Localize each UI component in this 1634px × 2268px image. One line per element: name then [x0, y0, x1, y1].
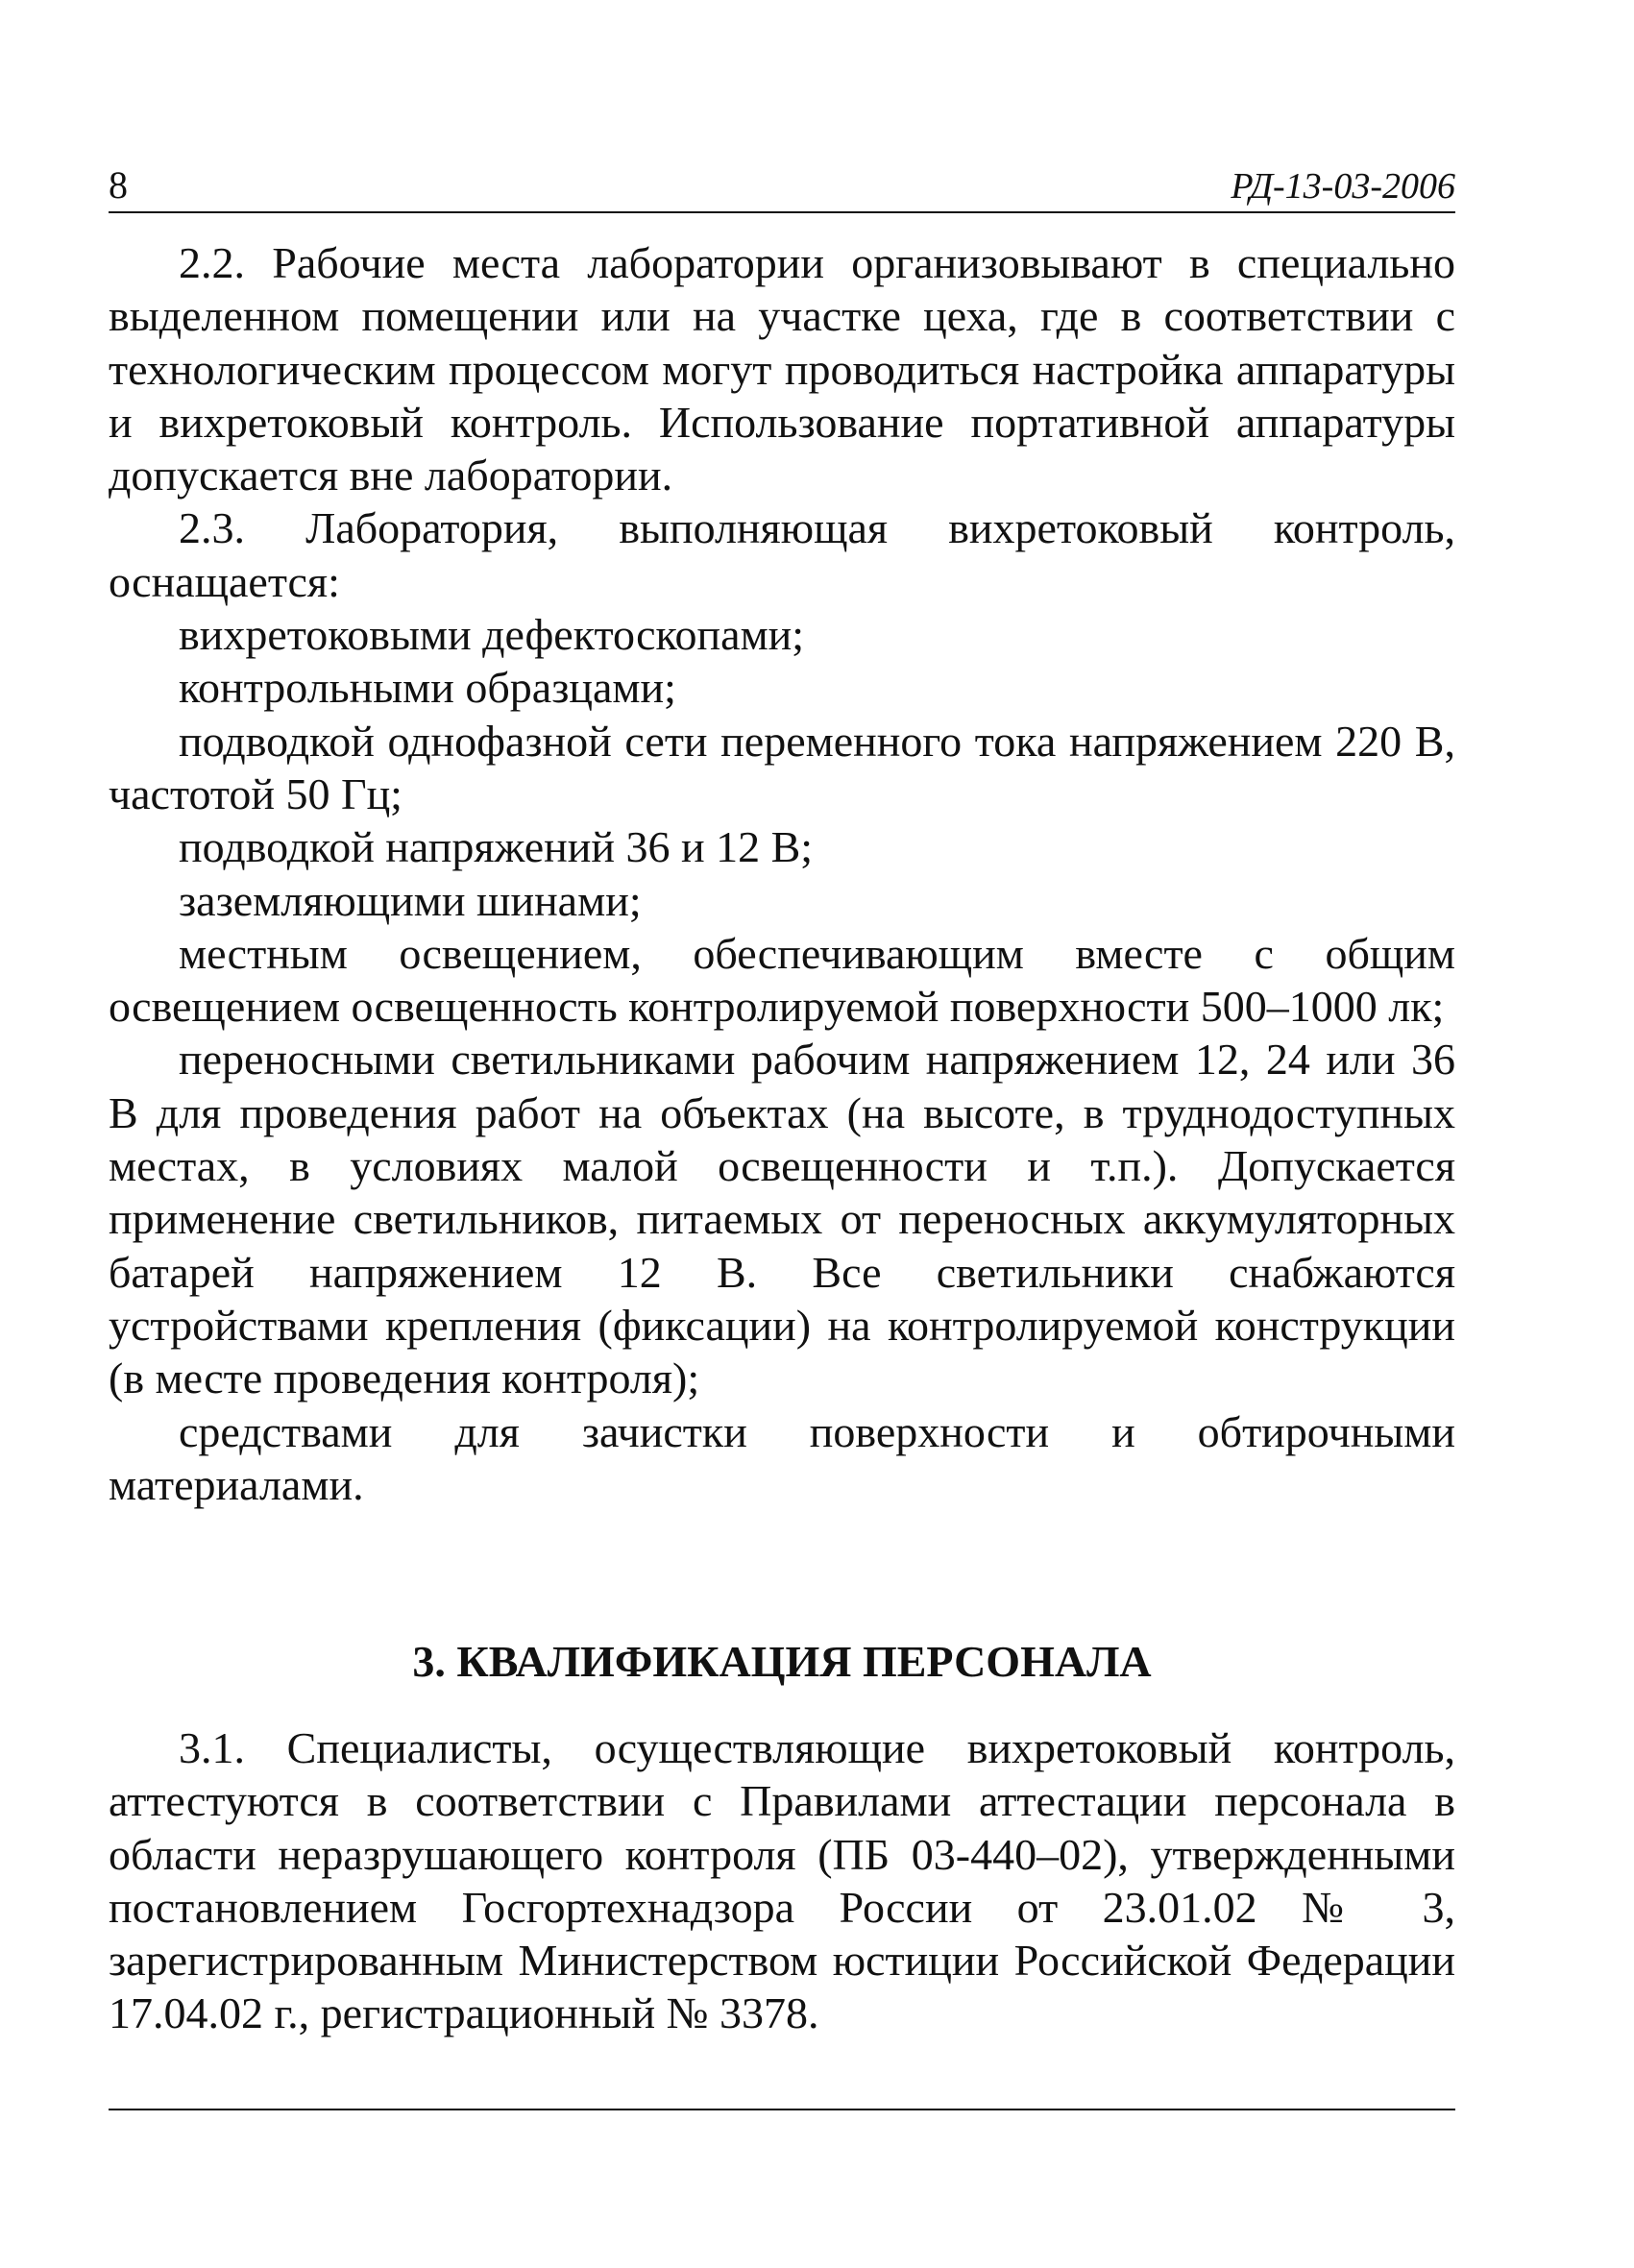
equipment-item: контрольными образцами;	[179, 663, 676, 713]
section-2-body	[109, 236, 1455, 1511]
section-3-body	[109, 1721, 1455, 2040]
paragraph-3-1: 3.1. Специалисты, осуществляющие вихретоковый контроль, аттестуются в соответствии с Правилами аттестации персонала в области неразрушающего контроля (ПБ 03-440–02), утвержденными постановлением Госгортехнадзора России от 23.01.02 № 3, зарегистрированным Министерством юстиции Российской Федерации 17.04.02 г., регистрационный № 3378.	[109, 1723, 1455, 2038]
paragraph-2-2: 2.2. Рабочие места лаборатории организовывают в специально выделенном помещении или на участке цеха, где в соответствии с технологическим процессом могут проводиться настройка аппаратуры и вихретоковый контроль. Использование портативной аппаратуры допускается вне лаборатории.	[109, 238, 1455, 500]
footer-rule	[109, 2109, 1455, 2110]
equipment-item: подводкой напряжений 36 и 12 В;	[179, 822, 814, 872]
equipment-item: вихретоковыми дефектоскопами;	[179, 610, 805, 660]
page-number: 8	[109, 163, 128, 207]
equipment-item: местным освещением, обеспечивающим вместе с общим освещением освещенность контролируемой поверхности 500–1000 лк;	[109, 928, 1455, 1032]
equipment-item: переносными светильниками рабочим напряжением 12, 24 или 36 В для проведения работ на объектах (на высоте, в труднодоступных местах, в условиях малой освещенности и т.п.). Допускается применение светильников, питаемых от переносных аккумуляторных батарей напряжением 12 В. Все светильники снабжаются устройствами крепления (фиксации) на контролируемой конструкции (в месте проведения контроля);	[109, 1035, 1455, 1403]
section-3-heading: 3. КВАЛИФИКАЦИЯ ПЕРСОНАЛА	[412, 1637, 1152, 1686]
page-header	[109, 163, 1455, 213]
equipment-item: средствами для зачистки поверхности и обтирочными материалами.	[109, 1406, 1455, 1509]
paragraph-2-3: 2.3. Лаборатория, выполняющая вихретоковый контроль, оснащается:	[109, 503, 1455, 606]
equipment-item: заземляющими шинами;	[179, 875, 642, 925]
equipment-item: подводкой однофазной сети переменного тока напряжением 220 В, частотой 50 Гц;	[109, 716, 1455, 818]
document-code: РД-13-03-2006	[1231, 166, 1455, 207]
